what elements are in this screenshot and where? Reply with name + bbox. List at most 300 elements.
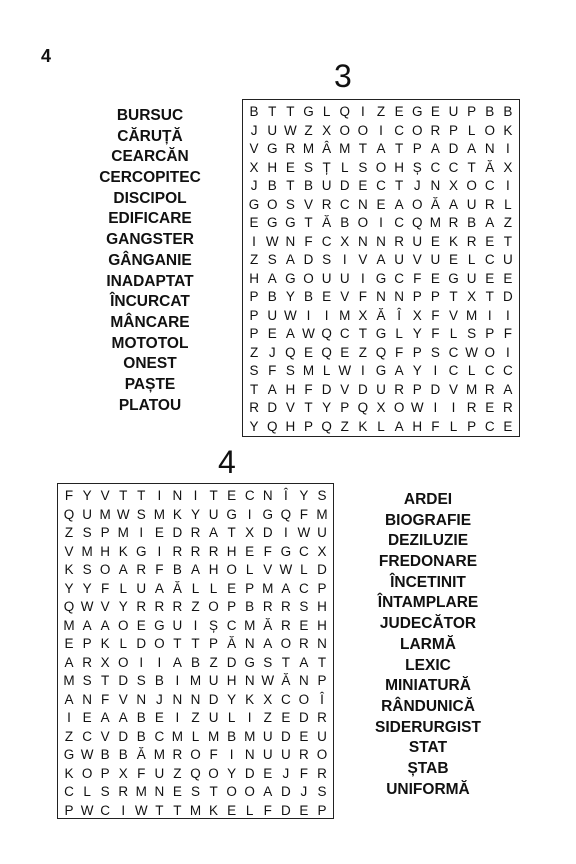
grid-letter: L (377, 418, 385, 434)
grid-letter: O (375, 159, 387, 175)
grid-letter: T (101, 673, 110, 688)
grid-letter: L (340, 159, 349, 175)
grid-letter: I (379, 122, 383, 138)
grid-letter: D (303, 252, 314, 267)
grid-letter: K (64, 562, 74, 577)
grid-letter: O (303, 270, 314, 286)
word-list-item: ȘTAB (407, 759, 449, 777)
grid-letter: R (262, 599, 273, 614)
grid-letter: B (303, 178, 313, 193)
grid-letter: X (412, 307, 422, 323)
grid-letter: V (340, 289, 350, 304)
grid-letter: W (283, 122, 297, 138)
grid-letter: H (267, 159, 278, 175)
grid-letter: U (172, 617, 183, 633)
grid-letter: P (317, 673, 327, 688)
grid-letter: O (412, 122, 423, 138)
grid-letter: Z (173, 765, 182, 781)
grid-letter: L (191, 728, 200, 744)
grid-letter: Y (82, 580, 92, 596)
grid-letter: J (300, 784, 308, 799)
grid-letter: E (322, 289, 332, 304)
grid-letter: U (448, 104, 459, 119)
grid-letter: X (376, 400, 386, 415)
grid-letter: V (263, 562, 273, 577)
grid-letter: D (430, 381, 441, 397)
grid-letter: I (360, 270, 365, 286)
grid-letter: A (467, 141, 477, 156)
grid-letter: V (449, 381, 459, 397)
grid-letter: E (227, 802, 237, 818)
grid-letter: W (80, 599, 94, 614)
grid-letter: K (209, 802, 219, 818)
grid-letter: Z (376, 104, 386, 119)
grid-letter: E (394, 104, 404, 119)
puzzle-4-grid (57, 483, 334, 819)
grid-letter: F (263, 543, 272, 559)
grid-letter: P (82, 636, 92, 651)
grid-letter: W (297, 525, 311, 540)
grid-letter: F (431, 326, 440, 341)
grid-letter: M (63, 673, 75, 688)
grid-letter: B (136, 728, 146, 744)
grid-letter: O (226, 562, 237, 577)
grid-letter: I (506, 307, 510, 323)
grid-letter: R (280, 617, 291, 633)
grid-letter: Z (358, 344, 367, 360)
grid-letter: L (209, 580, 218, 596)
grid-letter: I (193, 617, 198, 633)
grid-letter: G (375, 326, 387, 341)
grid-letter: D (448, 141, 459, 156)
grid-letter: Y (64, 580, 74, 596)
grid-letter: L (449, 418, 458, 434)
grid-letter: T (209, 488, 218, 503)
grid-letter: P (249, 289, 259, 304)
grid-letter: S (285, 363, 295, 378)
grid-letter: B (190, 654, 200, 670)
word-list-item: CEARCĂN (111, 148, 189, 166)
grid-letter: U (136, 580, 147, 596)
grid-letter: G (154, 617, 165, 633)
grid-letter: X (340, 233, 350, 249)
grid-letter: R (172, 747, 183, 762)
grid-letter: V (303, 196, 313, 212)
grid-letter: C (484, 178, 495, 193)
grid-letter: G (244, 654, 255, 670)
grid-letter: I (379, 215, 383, 230)
grid-letter: N (394, 289, 404, 304)
grid-letter: F (304, 381, 313, 397)
grid-letter: H (208, 562, 219, 577)
grid-letter: A (281, 580, 291, 596)
grid-letter: O (393, 400, 405, 415)
grid-letter: X (467, 289, 477, 304)
grid-letter: N (317, 636, 327, 651)
grid-letter: E (485, 400, 495, 415)
grid-letter: V (249, 141, 259, 156)
grid-letter: S (136, 506, 146, 522)
grid-letter: L (395, 326, 403, 341)
grid-letter: P (64, 802, 74, 818)
puzzle-3-grid (242, 99, 520, 437)
grid-letter: E (267, 326, 277, 341)
grid-letter: X (322, 122, 332, 138)
grid-letter: R (172, 543, 183, 559)
grid-letter: M (207, 728, 220, 744)
grid-letter: Q (190, 765, 201, 781)
grid-letter: A (82, 617, 92, 633)
grid-letter: I (139, 525, 144, 540)
grid-letter: D (280, 802, 291, 818)
grid-letter: T (395, 178, 404, 193)
grid-letter: S (190, 784, 200, 799)
grid-letter: O (316, 747, 328, 762)
grid-letter: B (136, 710, 146, 725)
grid-letter: F (299, 506, 309, 522)
grid-letter: V (358, 252, 368, 267)
grid-letter: O (99, 562, 111, 577)
grid-letter: I (193, 488, 198, 503)
grid-letter: T (209, 784, 218, 799)
grid-letter: S (82, 525, 92, 540)
grid-letter: Z (304, 122, 313, 138)
grid-letter: B (340, 215, 350, 230)
grid-letter: Y (118, 599, 128, 614)
grid-letter: M (302, 363, 315, 378)
grid-letter: K (118, 543, 128, 559)
grid-letter: C (299, 543, 309, 559)
grid-letter: B (267, 178, 277, 193)
grid-letter: S (82, 562, 92, 577)
grid-letter: E (281, 710, 291, 725)
grid-letter: U (267, 307, 278, 323)
grid-letter: V (100, 488, 110, 503)
grid-letter: Y (412, 363, 422, 378)
word-list-item: ÎNTAMPLARE (377, 594, 479, 612)
grid-letter: M (316, 506, 328, 522)
word-list-item: ÎNCETINIT (390, 573, 466, 591)
grid-letter: H (249, 270, 259, 286)
grid-letter: I (252, 233, 256, 249)
grid-letter: A (299, 654, 309, 670)
grid-letter: Z (64, 525, 74, 540)
grid-letter: U (208, 710, 219, 725)
grid-letter: R (430, 122, 441, 138)
word-list-item: MINIATURĂ (385, 677, 471, 695)
grid-letter: N (244, 673, 255, 688)
grid-letter: Q (412, 215, 423, 230)
grid-letter: R (280, 599, 291, 614)
grid-letter: I (451, 400, 456, 415)
word-list-item: MOTOTOL (111, 334, 189, 352)
grid-letter: Ă (136, 747, 146, 762)
grid-letter: E (340, 344, 350, 360)
grid-letter: U (321, 178, 332, 193)
grid-letter: E (285, 159, 295, 175)
grid-letter: A (172, 654, 182, 670)
grid-letter: T (286, 178, 295, 193)
grid-letter: M (63, 617, 75, 633)
grid-letter: R (317, 710, 327, 725)
grid-letter: C (280, 691, 291, 707)
grid-letter: A (394, 196, 404, 212)
grid-letter: D (321, 381, 332, 397)
grid-letter: U (317, 728, 327, 744)
grid-letter: Ț (322, 159, 331, 175)
word-list-item: PAȘTE (124, 375, 176, 393)
grid-letter: Q (321, 418, 332, 434)
grid-letter: Y (412, 326, 422, 341)
word-list-item: SIDERURGIST (375, 718, 481, 736)
grid-letter: M (153, 506, 165, 522)
grid-letter: O (484, 122, 496, 138)
grid-letter: O (117, 654, 129, 670)
grid-letter: I (229, 747, 234, 762)
grid-letter: V (118, 691, 128, 707)
grid-letter: K (449, 233, 459, 249)
grid-letter: Q (321, 344, 332, 360)
grid-letter: R (118, 784, 129, 799)
grid-letter: T (304, 400, 313, 415)
grid-letter: L (467, 363, 476, 378)
grid-letter: R (321, 196, 332, 212)
grid-letter: I (175, 673, 180, 688)
grid-letter: P (317, 580, 327, 596)
word-list-item: MÂNCARE (110, 313, 190, 331)
word-list-item: ONEST (123, 355, 177, 373)
grid-letter: Z (64, 728, 74, 744)
grid-letter: P (467, 418, 477, 434)
grid-letter: Z (249, 344, 259, 360)
grid-letter: A (449, 196, 459, 212)
grid-letter: Z (249, 252, 259, 267)
grid-letter: U (317, 525, 327, 540)
grid-letter: D (208, 691, 219, 707)
grid-letter: G (285, 215, 296, 230)
grid-letter: I (506, 178, 510, 193)
grid-letter: N (190, 691, 201, 707)
grid-letter: Y (82, 488, 92, 503)
grid-letter: S (303, 159, 313, 175)
word-list-item: LEXIC (405, 656, 451, 674)
grid-letter: S (317, 488, 327, 503)
grid-letter: J (268, 344, 276, 360)
grid-letter: P (317, 802, 327, 818)
grid-letter: W (261, 673, 275, 688)
grid-letter: F (268, 363, 277, 378)
grid-letter: A (485, 215, 495, 230)
grid-letter: A (376, 141, 386, 156)
grid-letter: M (117, 525, 129, 540)
grid-letter: O (244, 784, 255, 799)
grid-letter: F (395, 344, 404, 360)
grid-letter: R (172, 599, 183, 614)
grid-letter: N (357, 233, 368, 249)
grid-letter: C (339, 196, 350, 212)
grid-letter: Ă (227, 636, 237, 651)
grid-letter: N (172, 488, 183, 503)
grid-letter: S (249, 363, 259, 378)
grid-letter: W (80, 802, 94, 818)
grid-letter: C (484, 418, 495, 434)
grid-letter: I (67, 710, 71, 725)
word-list-item: RÂNDUNICĂ (381, 697, 475, 715)
grid-letter: X (317, 543, 327, 559)
grid-letter: E (449, 252, 459, 267)
grid-letter: D (317, 562, 327, 577)
puzzle-3-word-list (88, 106, 212, 416)
grid-letter: C (448, 363, 459, 378)
grid-letter: N (299, 673, 309, 688)
grid-letter: K (245, 691, 255, 707)
grid-letter: H (226, 673, 237, 688)
grid-letter: B (249, 104, 259, 119)
grid-letter: S (136, 673, 146, 688)
grid-letter: R (448, 215, 459, 230)
grid-letter: A (263, 784, 273, 799)
grid-letter: G (266, 215, 278, 230)
grid-letter: N (376, 289, 386, 304)
grid-letter: O (154, 636, 165, 651)
grid-letter: F (209, 747, 218, 762)
puzzle-4-title: 4 (218, 444, 236, 480)
grid-letter: U (154, 765, 165, 781)
grid-letter: R (82, 654, 92, 670)
grid-letter: O (298, 691, 310, 707)
grid-letter: T (281, 654, 290, 670)
grid-letter: Î (283, 488, 288, 503)
grid-letter: P (340, 400, 350, 415)
grid-letter: G (303, 104, 314, 119)
grid-letter: A (190, 562, 200, 577)
grid-letter: Z (340, 418, 349, 434)
grid-letter: B (118, 747, 128, 762)
grid-letter: P (449, 122, 459, 138)
word-list-item: EDIFICARE (108, 210, 192, 228)
grid-letter: P (245, 580, 255, 596)
grid-letter: B (485, 104, 495, 119)
grid-letter: I (342, 252, 347, 267)
grid-letter: G (448, 270, 459, 286)
grid-letter: L (245, 562, 254, 577)
grid-letter: U (430, 252, 441, 267)
grid-letter: I (247, 506, 252, 522)
grid-letter: H (317, 599, 327, 614)
grid-letter: S (467, 326, 477, 341)
grid-letter: T (449, 289, 458, 304)
grid-letter: P (412, 289, 422, 304)
grid-letter: E (154, 710, 164, 725)
grid-letter: B (245, 599, 255, 614)
grid-letter: P (412, 141, 422, 156)
grid-letter: O (357, 215, 369, 230)
grid-letter: K (100, 636, 110, 651)
grid-letter: R (317, 765, 327, 781)
grid-letter: J (250, 178, 258, 193)
grid-letter: O (226, 784, 237, 799)
grid-letter: O (339, 122, 350, 138)
grid-letter: M (466, 381, 478, 397)
grid-letter: S (82, 673, 92, 688)
grid-letter: L (119, 580, 127, 596)
grid-letter: N (357, 196, 368, 212)
grid-letter: K (64, 765, 74, 781)
grid-letter: Y (227, 691, 237, 707)
grid-letter: G (375, 363, 387, 378)
grid-letter: P (209, 636, 219, 651)
grid-letter: L (504, 196, 512, 212)
grid-letter: O (208, 599, 219, 614)
grid-letter: B (154, 673, 164, 688)
grid-letter: L (322, 104, 331, 119)
grid-letter: L (449, 326, 458, 341)
grid-letter: D (280, 784, 291, 799)
grid-letter: M (244, 728, 256, 744)
grid-letter: R (394, 381, 404, 397)
grid-letter: G (285, 270, 296, 286)
grid-letter: G (136, 543, 147, 559)
page-number: 4 (41, 46, 52, 66)
grid-letter: M (171, 728, 184, 744)
grid-letter: M (81, 543, 93, 559)
grid-letter: C (339, 326, 350, 341)
grid-letter: B (503, 104, 513, 119)
grid-letter: G (412, 104, 423, 119)
grid-letter: F (263, 802, 272, 818)
grid-letter: D (357, 381, 368, 397)
grid-letter: A (285, 326, 295, 341)
grid-letter: A (267, 381, 277, 397)
grid-letter: R (136, 562, 147, 577)
grid-letter: N (172, 691, 183, 707)
grid-letter: E (299, 617, 309, 633)
grid-letter: E (299, 728, 309, 744)
grid-letter: R (484, 196, 495, 212)
grid-letter: A (267, 270, 277, 286)
grid-letter: R (299, 747, 309, 762)
grid-letter: I (360, 363, 365, 378)
grid-letter: Î (397, 307, 401, 323)
grid-letter: W (302, 326, 315, 341)
grid-letter: P (412, 381, 422, 397)
grid-letter: I (157, 654, 162, 670)
grid-letter: L (467, 122, 476, 138)
grid-letter: H (412, 418, 423, 434)
grid-letter: P (100, 525, 110, 540)
grid-letter: T (155, 802, 164, 818)
word-list-item: BURSUC (116, 107, 184, 124)
word-list-item: FREDONARE (378, 553, 478, 571)
grid-letter: I (247, 710, 252, 725)
grid-letter: A (430, 141, 440, 156)
grid-letter: C (154, 728, 165, 744)
grid-letter: A (394, 363, 404, 378)
grid-letter: O (266, 196, 278, 212)
grid-letter: F (101, 691, 110, 707)
grid-letter: E (503, 418, 513, 434)
grid-letter: I (506, 141, 510, 156)
grid-letter: E (249, 215, 259, 230)
grid-letter: M (244, 617, 256, 633)
grid-letter: N (82, 691, 92, 707)
grid-letter: R (154, 599, 165, 614)
grid-letter: W (116, 506, 130, 522)
grid-letter: O (81, 765, 93, 781)
grid-letter: W (338, 363, 352, 378)
grid-letter: R (394, 233, 404, 249)
grid-letter: U (503, 252, 513, 267)
